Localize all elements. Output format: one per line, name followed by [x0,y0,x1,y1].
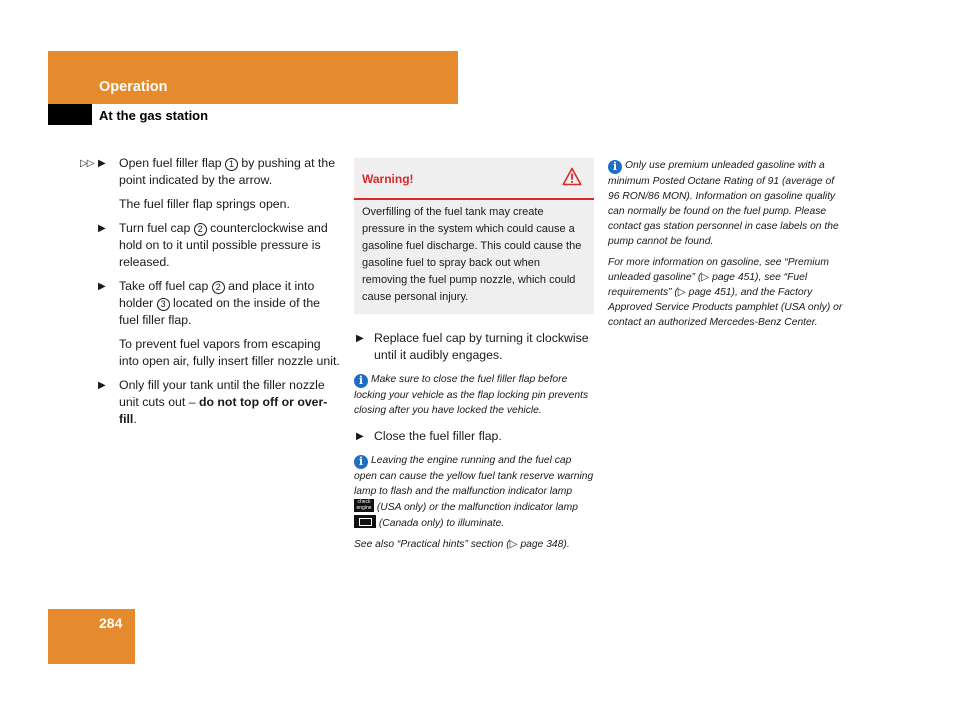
section-title: Operation [99,79,168,95]
callout-number: 2 [194,223,207,236]
step-close-flap: ▶ Close the fuel filler flap. [356,429,502,443]
info-icon: i [608,160,622,174]
info-note: i Leaving the engine running and the fuel cap open can cause the yellow fuel tank reserve warning lamp to flash and the malfunction indicator lamp check engine (USA only) or the malfunction indicator lamp (Canada only) to illuminate. [354,455,594,529]
warning-title: Warning! [362,172,414,186]
triangle-bullet-icon: ▶ [98,281,106,292]
more-info-note: For more information on gasoline, see “Premium unleaded gasoline” (▷ page 451), see “Fuel requirements” (▷ page 451), and the Factory Approved Service Products pamphlet (USA only) or contact an authorized Mercedes-Benz Center. [608,257,843,328]
column-1 [80,155,340,435]
step-turn-cap: ▶ Turn fuel cap 2 counterclockwise and hold on to it until possible pressure is released. [98,221,328,269]
triangle-bullet-icon: ▶ [98,223,106,234]
see-also-note: See also “Practical hints” section (▷ page 348). [354,539,570,550]
warning-body: Overfilling of the fuel tank may create pressure in the system which could cause a gasoline fuel discharge. This could cause the gasoline fuel to spray back out when removing the fuel pump nozzle, which could cause personal injury. [362,206,582,303]
page-number: 284 [99,615,123,631]
column-3 [608,158,848,336]
continuation-marker: ▷▷ [80,158,94,169]
info-icon: i [354,455,368,469]
step-fill-tank: ▶ Only fill your tank until the filler nozzle unit cuts out – do not top off or over-fill. [98,378,328,426]
callout-number: 2 [212,281,225,294]
paragraph: The fuel filler flap springs open. [119,197,290,211]
triangle-bullet-icon: ▶ [98,380,106,391]
info-note: i Make sure to close the fuel filler flap before locking your vehicle as the flap locking pin prevents closing after you have locked the vehicle. [354,374,589,416]
callout-number: 3 [157,298,170,311]
info-note: i Only use premium unleaded gasoline with a minimum Posted Octane Rating of 91 (average of 96 RON/86 MON). Information on gasoline quality can normally be found on the fuel pump. Please contact gas station personnel in case labels on the pump cannot be found. [608,160,839,247]
paragraph: To prevent fuel vapors from escaping into open air, fully insert filler nozzle unit. [119,337,340,368]
triangle-bullet-icon: ▶ [356,431,364,442]
triangle-bullet-icon: ▶ [356,333,364,344]
header-bar [48,51,458,104]
warning-header [354,158,594,200]
triangle-bullet-icon: ▶ [98,158,106,169]
callout-number: 1 [225,158,238,171]
step-take-off-cap: ▶ Take off fuel cap 2 and place it into holder 3 located on the inside of the fuel filler flap. [98,279,321,327]
step-replace-cap: ▶ Replace fuel cap by turning it clockwise until it audibly engages. [356,331,589,362]
section-tab-marker [48,104,92,125]
step-open-flap: ▷▷ ▶ Open fuel filler flap 1 by pushing at the point indicated by the arrow. [80,156,336,187]
warning-triangle-icon [562,167,582,191]
subsection-title: At the gas station [99,108,209,123]
warning-box [354,158,594,314]
check-engine-lamp-icon: check engine [354,499,374,512]
info-icon: i [354,374,368,388]
engine-lamp-icon [354,515,376,528]
column-2 [354,158,594,558]
